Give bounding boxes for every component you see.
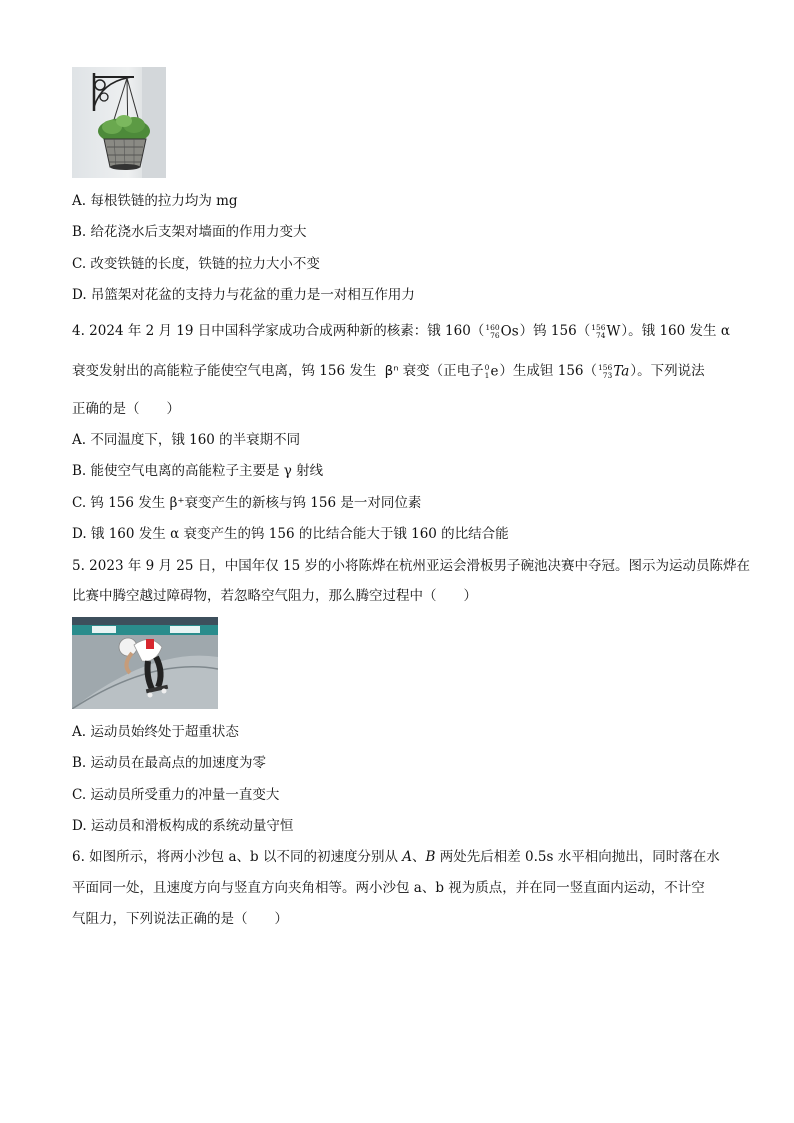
q6-line1-text-a: 6. 如图所示，将两小沙包 a、b 以不同的初速度分别从 (72, 849, 398, 865)
q4-option-a: A. 不同温度下，锇 160 的半衰期不同 (72, 432, 301, 448)
q4-line2-text-b: 衰变（正电子 (402, 363, 484, 379)
q4-line2-text-a: 衰变发射出的高能粒子能使空气电离，钨 156 发生 (72, 363, 377, 379)
beta-mark: βⁿ (384, 363, 399, 379)
q4-line1-text-b: ）钨 156（ (519, 323, 591, 339)
ta-mass: 156 (598, 362, 613, 372)
positron-e: e (490, 363, 499, 380)
q5-option-c: C. 运动员所受重力的冲量一直变大 (72, 787, 280, 803)
w-z: 74 (595, 330, 606, 340)
q4-line-3: 正确的是（ ） (72, 401, 180, 417)
w-symbol: W (606, 323, 621, 340)
q4-line1-text-a: 4. 2024 年 2 月 19 日中国科学家成功合成两种新的核素：锇 160（ (72, 323, 485, 339)
q5-option-d: D. 运动员和滑板构成的系统动量守恒 (72, 818, 294, 834)
ta-z: 73 (602, 370, 613, 380)
q4-line-1 (72, 322, 730, 341)
positron-symbol (485, 362, 499, 381)
q5-line-2: 比赛中腾空越过障碍物，若忽略空气阻力，那么腾空过程中（ ） (72, 588, 477, 604)
point-a-label: A (402, 849, 412, 865)
skateboarder-photo (72, 617, 218, 709)
q4-option-b: B. 能使空气电离的高能粒子主要是 γ 射线 (72, 463, 324, 479)
q6-line-2: 平面同一处，且速度方向与竖直方向夹角相等。两小沙包 a、b 视为质点，并在同一竖直面内运动，不计空 (72, 880, 705, 896)
q4-line2-text-d: ）。下列说法 (630, 363, 705, 379)
q4-line2-text-c: ）生成钽 156（ (499, 363, 597, 379)
q3-option-a: A. 每根铁链的拉力均为 mg (72, 193, 238, 209)
os-mass: 160 (485, 322, 500, 332)
os-symbol: Os (500, 323, 519, 340)
w-isotope (591, 322, 620, 341)
q4-option-c: C. 钨 156 发生 β⁺衰变产生的新核与钨 156 是一对同位素 (72, 495, 422, 511)
q6-line-3: 气阻力，下列说法正确的是（ ） (72, 911, 288, 927)
q5-line-1: 5. 2023 年 9 月 25 日，中国年仅 15 岁的小将陈烨在杭州亚运会滑板男子碗池决赛中夺冠。图示为运动员陈烨在 (72, 558, 751, 574)
q5-option-a: A. 运动员始终处于超重状态 (72, 724, 239, 740)
ta-symbol: Ta (613, 363, 630, 380)
q3-option-d: D. 吊篮架对花盆的支持力与花盆的重力是一对相互作用力 (72, 287, 415, 303)
q6-line1-text-b: 两处先后相差 0.5s 水平相向抛出，同时落在水 (439, 849, 720, 865)
ta-isotope (598, 362, 629, 381)
q3-option-b: B. 给花浇水后支架对墙面的作用力变大 (72, 224, 307, 240)
q4-option-d: D. 锇 160 发生 α 衰变产生的钨 156 的比结合能大于锇 160 的比结合能 (72, 526, 509, 542)
q4-line1-text-c: ）。锇 160 发生 α (621, 323, 730, 339)
os-z: 76 (490, 330, 500, 340)
positron-bottom: 1 (484, 370, 490, 380)
w-mass: 156 (591, 322, 606, 332)
positron-top: 0 (484, 362, 490, 372)
point-b-label: B (425, 849, 436, 865)
hanging-basket-photo (72, 67, 166, 178)
q5-option-b: B. 运动员在最高点的加速度为零 (72, 755, 267, 771)
q4-line-2 (72, 362, 705, 381)
separator: 、 (412, 849, 426, 865)
q3-option-c: C. 改变铁链的长度，铁链的拉力大小不变 (72, 256, 320, 272)
q6-line-1 (72, 848, 720, 866)
os-isotope (485, 322, 518, 341)
